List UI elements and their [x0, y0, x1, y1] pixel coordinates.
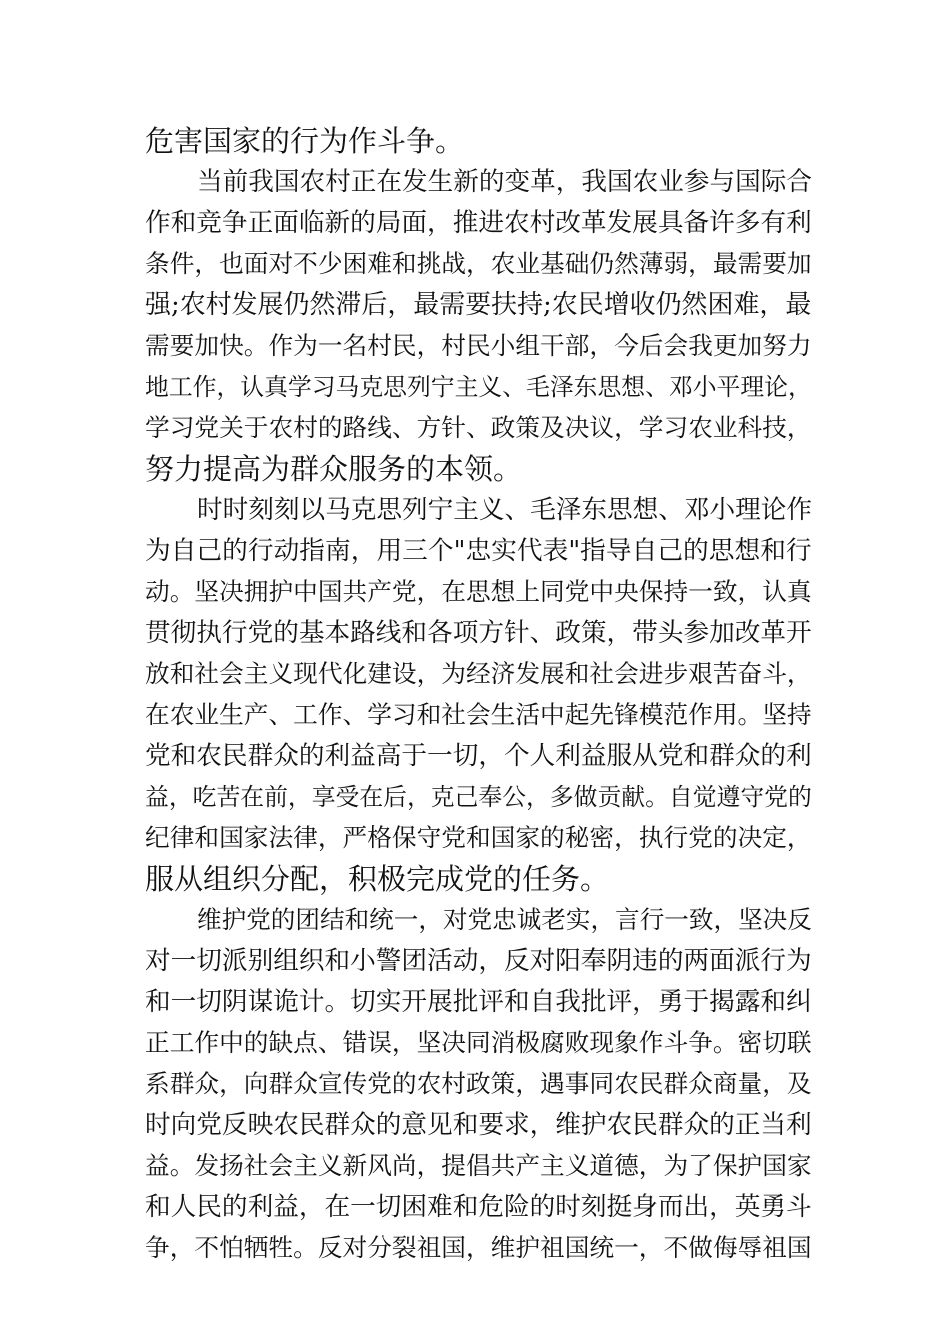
text-line-9: 努力提高为群众服务的本领。 — [145, 452, 523, 486]
text-line-2: 当前我国农村正在发生新的变革，我国农业参与国际合 — [197, 167, 812, 197]
text-line-25: 时向党反映农民群众的意见和要求，维护农民群众的正当利 — [145, 1110, 812, 1140]
text-line-11: 为自己的行动指南，用三个"忠实代表"指导自己的思想和行 — [145, 536, 812, 566]
text-line-13: 贯彻执行党的基本路线和各项方针、政策，带头参加改革开 — [145, 618, 812, 648]
text-line-22: 和一切阴谋诡计。切实开展批评和自我批评，勇于揭露和纠 — [145, 987, 812, 1017]
text-line-6: 需要加快。作为一名村民，村民小组干部，今后会我更加努力 — [145, 331, 812, 360]
text-line-26: 益。发扬社会主义新风尚，提倡共产主义道德，为了保护国家 — [145, 1151, 812, 1180]
text-line-8: 学习党关于农村的路线、方针、政策及决议，学习农业科技， — [145, 413, 812, 442]
text-line-4: 条件，也面对不少困难和挑战，农业基础仍然薄弱，最需要加 — [145, 249, 812, 278]
text-line-17: 益，吃苦在前，享受在后，克己奉公，多做贡献。自觉遵守党的 — [145, 783, 812, 811]
text-line-15: 在农业生产、工作、学习和社会生活中起先锋模范作用。坚持 — [145, 700, 812, 729]
text-line-3: 作和竞争正面临新的局面，推进农村改革发展具备许多有利 — [145, 208, 812, 238]
text-line-10: 时时刻刻以马克思列宁主义、毛泽东思想、邓小理论作 — [197, 495, 812, 525]
text-line-5: 强;农村发展仍然滞后，最需要扶持;农民增收仍然困难，最 — [145, 290, 812, 320]
text-line-16: 党和农民群众的利益高于一切，个人利益服从党和群众的利 — [145, 741, 812, 771]
text-line-24: 系群众，向群众宣传党的农村政策，遇事同农民群众商量，及 — [145, 1069, 812, 1098]
text-line-7: 地工作，认真学习马克思列宁主义、毛泽东思想、邓小平理论， — [145, 373, 812, 401]
text-line-20: 维护党的团结和统一，对党忠诚老实，言行一致，坚决反 — [197, 905, 812, 934]
text-line-23: 正工作中的缺点、错误，坚决同消极腐败现象作斗争。密切联 — [145, 1028, 812, 1057]
text-line-21: 对一切派别组织和小警团活动，反对阳奉阴违的两面派行为 — [145, 946, 812, 976]
text-line-1: 危害国家的行为作斗争。 — [145, 124, 465, 158]
text-line-12: 动。坚决拥护中国共产党，在思想上同党中央保持一致，认真 — [145, 577, 812, 606]
text-line-18: 纪律和国家法律，严格保守党和国家的秘密，执行党的决定， — [145, 823, 812, 852]
text-line-27: 和人民的利益，在一切困难和危险的时刻挺身而出，英勇斗 — [145, 1192, 812, 1222]
text-line-19: 服从组织分配，积极完成党的任务。 — [145, 862, 610, 896]
text-line-28: 争，不怕牺牲。反对分裂祖国，维护祖国统一，不做侮辱祖国 — [145, 1233, 812, 1262]
text-line-14: 放和社会主义现代化建设，为经济发展和社会进步艰苦奋斗， — [145, 659, 812, 688]
